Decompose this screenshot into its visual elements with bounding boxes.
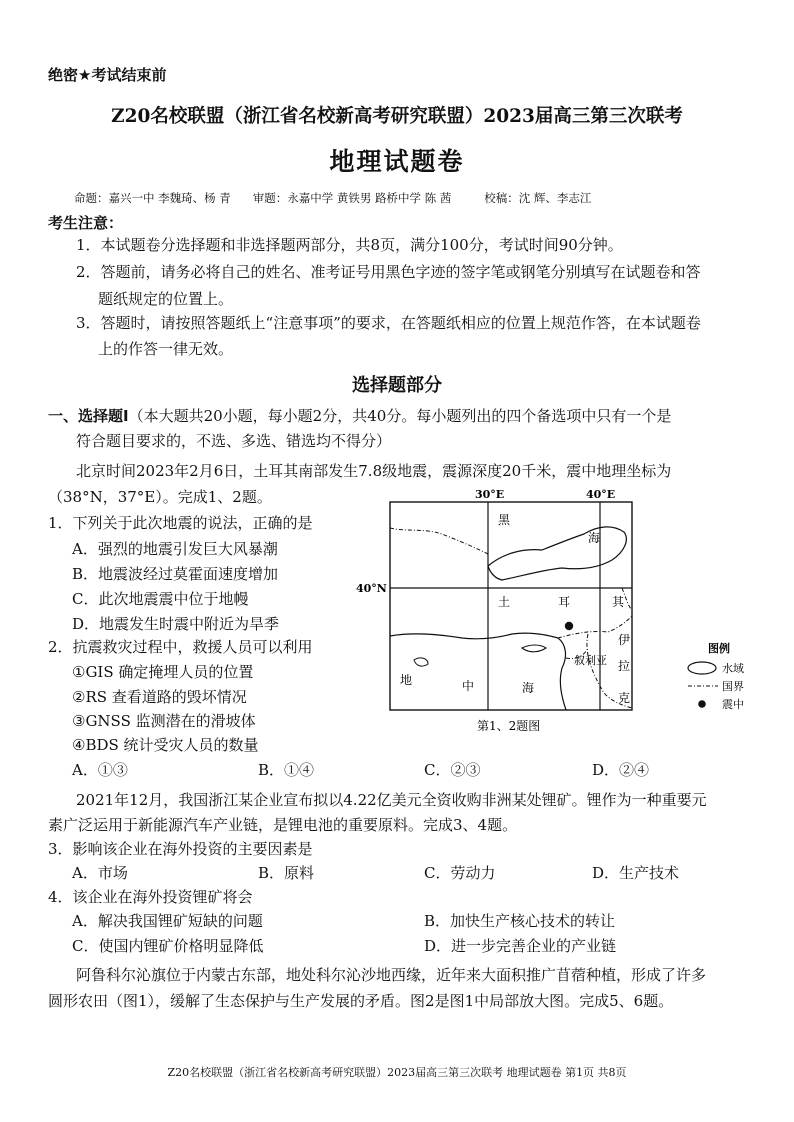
map-label-hei: 黑 (498, 513, 511, 527)
q2-option-d: D．②④ (592, 761, 650, 779)
passage1-line2: （38°N，37°E）。完成1、2题。 (48, 488, 272, 506)
q4-option-c: C．使国内锂矿价格明显降低 (72, 937, 264, 955)
map-legend (664, 638, 784, 738)
section-title: 选择题部分 (352, 375, 442, 396)
map-label-di: 地 (400, 673, 413, 687)
q3-option-c: C．劳动力 (424, 864, 496, 882)
passage1-line1: 北京时间2023年2月6日，土耳其南部发生7.8级地震，震源深度20千米，震中地理坐标为 (76, 462, 672, 480)
turkey-earthquake-map (356, 488, 662, 738)
credit-reviewer: 审题：永嘉中学 黄铁男 路桥中学 陈 茜 (252, 191, 452, 205)
q2-statement-1: ①GIS 确定掩埋人员的位置 (72, 663, 254, 681)
map-label-yi: 伊 (618, 633, 631, 647)
map-label-er: 耳 (558, 595, 571, 609)
notice-item: 1．本试题卷分选择题和非选择题两部分，共8页，满分100分，考试时间90分钟。 (76, 236, 623, 254)
map-label-qi: 其 (612, 595, 625, 609)
q4-option-d: D．进一步完善企业的产业链 (424, 937, 617, 955)
q3-option-d: D．生产技术 (592, 864, 680, 882)
notice-item: 2．答题前，请务必将自己的姓名、准考证号用黑色字迹的签字笔或钢笔分别填写在试题卷和答 (76, 263, 701, 281)
map-lat-40: 40°N (356, 582, 387, 595)
part1-desc: （本大题共20小题，每小题2分，共40分。每小题列出的四个备选项中只有一个是 (128, 407, 672, 425)
notice-item: 题纸规定的位置上。 (98, 290, 234, 308)
passage3-line1: 阿鲁科尔沁旗位于内蒙古东部，地处科尔沁沙地西缘，近年来大面积推广苜蓿种植，形成了许多 (76, 966, 707, 984)
map-lon-30: 30°E (475, 488, 505, 501)
q2-option-a: A．①③ (72, 761, 128, 779)
map-label-syria: 叙利亚 (574, 654, 607, 667)
subject-title: 地理试题卷 (329, 147, 465, 176)
part1-intro (48, 409, 671, 424)
q4-stem: 4．该企业在海外投资锂矿将会 (48, 888, 253, 906)
map-label-tu: 土 (498, 595, 511, 609)
page-footer: Z20名校联盟（浙江省名校新高考研究联盟）2023届高三第三次联考 地理试题卷 第1页 共8页 (167, 1066, 627, 1079)
map-label-hai2: 海 (522, 681, 535, 695)
notice-heading: 考生注意： (48, 214, 124, 232)
notice-item: 上的作答一律无效。 (98, 340, 234, 358)
map-label-ke: 克 (618, 691, 631, 705)
q2-statement-4: ④BDS 统计受灾人员的数量 (72, 736, 259, 754)
confidential-label: 绝密★考试结束前 (48, 66, 167, 84)
exam-title: Z20名校联盟（浙江省名校新高考研究联盟）2023届高三第三次联考 (111, 106, 683, 127)
q2-stem: 2．抗震救灾过程中，救援人员可以利用 (48, 638, 313, 656)
legend-epicenter: 震中 (722, 698, 744, 711)
map-caption: 第1、2题图 (477, 719, 541, 733)
legend-water-icon (688, 662, 716, 674)
passage2-line2: 素广泛运用于新能源汽车产业链，是锂电池的重要原料。完成3、4题。 (48, 816, 518, 834)
map-label-zhong: 中 (462, 679, 475, 693)
legend-water: 水域 (722, 662, 744, 675)
q2-statement-2: ②RS 查看道路的毁坏情况 (72, 688, 247, 706)
q3-option-b: B．原料 (258, 864, 315, 882)
q1-option-d: D．地震发生时震中附近为旱季 (72, 615, 280, 633)
legend-title: 图例 (708, 642, 730, 655)
q3-stem: 3．影响该企业在海外投资的主要因素是 (48, 840, 313, 858)
part1-desc-2: 符合题目要求的，不选、多选、错选均不得分） (76, 432, 392, 450)
q3-option-a: A．市场 (72, 864, 128, 882)
part1-label: 一、选择题Ⅰ (48, 407, 129, 425)
legend-border: 国界 (722, 680, 744, 693)
q2-statement-3: ③GNSS 监测潜在的滑坡体 (72, 712, 256, 730)
notice-item: 3．答题时，请按照答题纸上“注意事项”的要求，在答题纸相应的位置上规范作答，在本试题卷 (76, 314, 701, 332)
credit-proofreader: 校稿：沈 辉、李志江 (484, 191, 592, 205)
map-lon-40: 40°E (586, 488, 616, 501)
q1-option-a: A．强烈的地震引发巨大风暴潮 (72, 540, 278, 558)
credit-proposer: 命题：嘉兴一中 李魏琦、杨 青 (74, 191, 231, 205)
map-label-la: 拉 (618, 659, 631, 673)
q2-option-c: C．②③ (424, 761, 481, 779)
map-label-hai: 海 (588, 531, 601, 545)
q4-option-a: A．解决我国锂矿短缺的问题 (72, 912, 263, 930)
q1-option-c: C．此次地震震中位于地幔 (72, 590, 249, 608)
q2-option-b: B．①④ (258, 761, 315, 779)
passage3-line2: 圆形农田（图1），缓解了生态保护与生产发展的矛盾。图2是图1中局部放大图。完成5、6题。 (48, 992, 674, 1010)
epicenter-marker (565, 622, 573, 630)
q1-option-b: B．地震波经过莫霍面速度增加 (72, 565, 279, 583)
credits (74, 190, 591, 206)
q1-stem: 1．下列关于此次地震的说法，正确的是 (48, 514, 313, 532)
legend-epicenter-icon (698, 700, 706, 708)
passage2-line1: 2021年12月，我国浙江某企业宣布拟以4.22亿美元全资收购非洲某处锂矿。锂作为一种重要元 (76, 791, 707, 809)
q4-option-b: B．加快生产核心技术的转让 (424, 912, 616, 930)
